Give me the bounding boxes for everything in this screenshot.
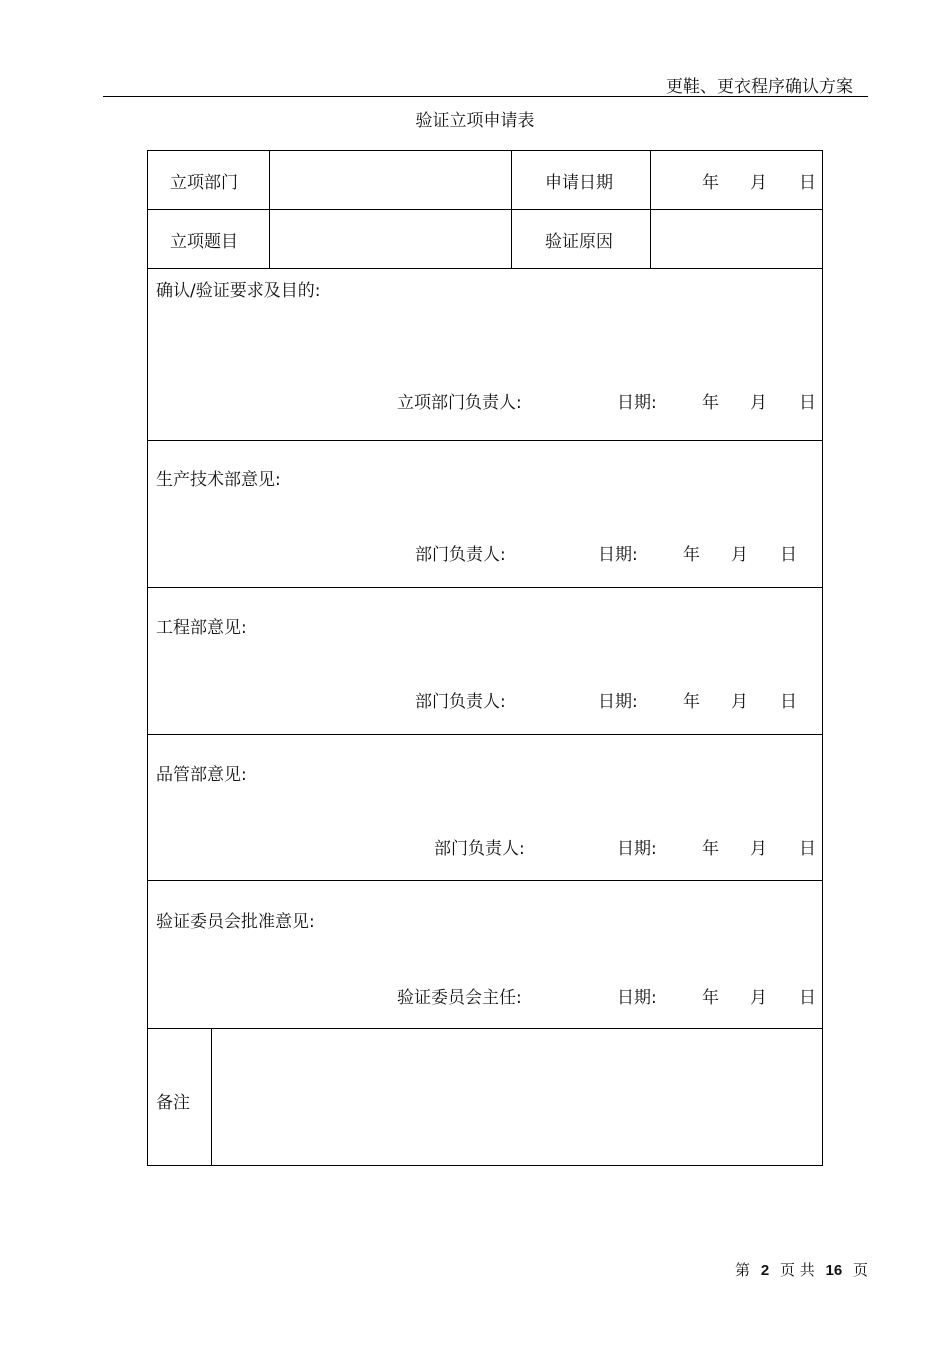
remarks-label: 备注 <box>156 1093 190 1113</box>
signer-label: 立项部门负责人: <box>397 393 522 413</box>
signer-label: 部门负责人: <box>434 839 525 859</box>
application-date-label: 申请日期 <box>545 173 613 193</box>
form-title: 验证立项申请表 <box>415 111 535 131</box>
document-header-title: 更鞋、更衣程序确认方案 <box>666 77 853 97</box>
column-divider <box>211 1028 212 1165</box>
project-dept-label: 立项部门 <box>170 173 238 193</box>
header-divider <box>103 96 868 97</box>
month-label: 月 <box>731 545 748 565</box>
project-topic-label: 立项题目 <box>170 232 238 252</box>
year-label: 年 <box>702 173 719 193</box>
row-divider <box>148 268 822 269</box>
row-divider <box>148 440 822 441</box>
month-label: 月 <box>750 173 767 193</box>
month-label: 月 <box>731 692 748 712</box>
footer-prefix: 第 <box>735 1261 751 1279</box>
day-label: 日 <box>799 173 816 193</box>
month-label: 月 <box>750 839 767 859</box>
year-label: 年 <box>702 393 719 413</box>
year-label: 年 <box>683 692 700 712</box>
requirements-heading: 确认/验证要求及目的: <box>156 281 321 301</box>
signer-label: 部门负责人: <box>415 692 506 712</box>
signer-label: 部门负责人: <box>415 545 506 565</box>
project-dept-field[interactable] <box>271 153 509 208</box>
date-label: 日期: <box>598 692 638 712</box>
year-label: 年 <box>702 988 719 1008</box>
column-divider <box>511 151 512 268</box>
engineering-opinion-heading: 工程部意见: <box>156 618 247 638</box>
page-footer <box>729 1259 868 1280</box>
footer-mid: 页 共 <box>779 1261 815 1279</box>
validation-reason-label: 验证原因 <box>545 232 613 252</box>
year-label: 年 <box>702 839 719 859</box>
day-label: 日 <box>799 988 816 1008</box>
row-divider <box>148 587 822 588</box>
month-label: 月 <box>750 393 767 413</box>
day-label: 日 <box>799 393 816 413</box>
day-label: 日 <box>799 839 816 859</box>
validation-reason-field[interactable] <box>652 211 820 266</box>
application-form-table <box>147 150 823 1166</box>
production-tech-opinion-heading: 生产技术部意见: <box>156 470 281 490</box>
quality-opinion-heading: 品管部意见: <box>156 765 247 785</box>
year-label: 年 <box>683 545 700 565</box>
date-label: 日期: <box>617 839 657 859</box>
row-divider <box>148 1028 822 1029</box>
date-label: 日期: <box>617 988 657 1008</box>
day-label: 日 <box>780 692 797 712</box>
row-divider <box>148 880 822 881</box>
current-page-number: 2 <box>760 1262 770 1279</box>
row-divider <box>148 734 822 735</box>
footer-suffix: 页 <box>852 1261 868 1279</box>
committee-approval-heading: 验证委员会批准意见: <box>156 912 315 932</box>
project-topic-field[interactable] <box>271 211 509 266</box>
row-divider <box>148 209 822 210</box>
column-divider <box>269 151 270 268</box>
month-label: 月 <box>750 988 767 1008</box>
column-divider <box>650 151 651 268</box>
signer-label: 验证委员会主任: <box>397 988 522 1008</box>
day-label: 日 <box>780 545 797 565</box>
date-label: 日期: <box>598 545 638 565</box>
total-page-count: 16 <box>825 1262 843 1279</box>
remarks-field[interactable] <box>214 1030 820 1163</box>
date-label: 日期: <box>617 393 657 413</box>
